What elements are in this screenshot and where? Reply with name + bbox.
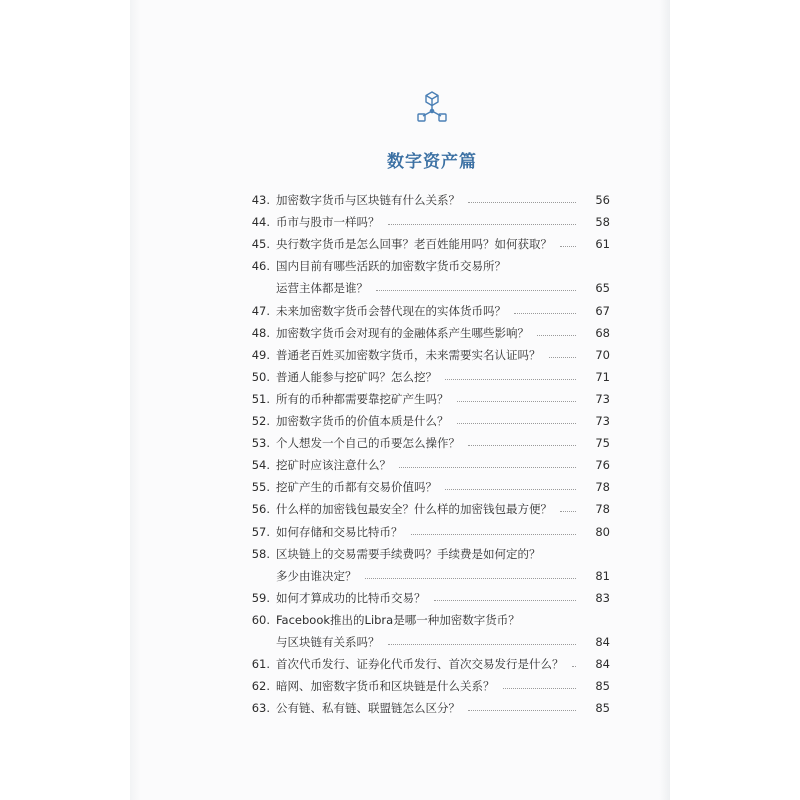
toc-entry-title: 暗网、加密数字货币和区块链是什么关系？: [276, 679, 495, 694]
toc-entry-title: 运营主体都是谁？: [276, 281, 368, 296]
toc-entry-title: 个人想发一个自己的币要怎么操作？: [276, 436, 460, 451]
toc-entry-title: 国内目前有哪些活跃的加密数字货币交易所？: [276, 259, 506, 274]
toc-entry-title: 公有链、私有链、联盟链怎么区分？: [276, 701, 460, 716]
dot-leader: [445, 373, 576, 380]
toc-page-number: 76: [595, 458, 610, 473]
toc-page-number: 58: [595, 215, 610, 230]
toc-entry-title: 与区块链有关系吗？: [276, 635, 380, 649]
toc-entry-number: 62.: [251, 679, 270, 694]
toc-row: [240, 233, 610, 255]
toc-row: [240, 543, 610, 565]
toc-page-number: 85: [595, 701, 610, 716]
toc-entry-number: 50.: [251, 369, 270, 384]
toc-entry-title: 未来加密数字货币会替代现在的实体货币吗？: [276, 303, 506, 318]
toc-entry-number: 49.: [251, 347, 270, 362]
dot-leader: [399, 461, 576, 468]
toc-row: [240, 211, 610, 233]
toc-row: [240, 521, 610, 543]
toc-entry-title: 首次代币发行、证券化代币发行、首次交易发行是什么？: [276, 657, 564, 672]
toc-entry-number: 46.: [251, 259, 270, 274]
toc-entry-number: 63.: [251, 701, 270, 716]
toc-entry-title: 多少由谁决定？: [276, 568, 357, 583]
toc-entry-title: 挖矿产生的币都有交易价值吗？: [276, 480, 437, 495]
dot-leader: [560, 240, 576, 247]
toc-page-number: 70: [595, 347, 610, 362]
toc-row: [240, 277, 610, 299]
toc-entry-title: 如何才算成功的比特币交易？: [276, 590, 426, 605]
book-page: [130, 0, 670, 800]
dot-leader: [445, 483, 576, 490]
toc-row: [240, 565, 610, 587]
toc-entry-number: 53.: [251, 436, 270, 451]
toc-entry-number: 51.: [251, 391, 270, 406]
toc-row: [240, 388, 610, 410]
toc-entry-number: 43.: [251, 193, 270, 207]
toc-entry-number: 61.: [251, 657, 270, 672]
toc-entry-number: 45.: [251, 237, 270, 252]
toc-entry-title: 币市与股市一样吗？: [276, 215, 380, 230]
dot-leader: [560, 505, 576, 512]
toc-page-number: 56: [595, 193, 610, 207]
dot-leader: [549, 351, 577, 358]
toc-row: [240, 498, 610, 520]
toc-row: [240, 587, 610, 609]
toc-row: [240, 366, 610, 388]
toc-row: [240, 476, 610, 498]
toc-page-number: 68: [595, 325, 610, 340]
toc-row: [240, 300, 610, 322]
dot-leader: [503, 682, 577, 689]
toc-entry-title: 加密数字货币会对现有的金融体系产生哪些影响？: [276, 325, 529, 340]
dot-leader: [514, 307, 576, 314]
toc-page-number: 73: [595, 414, 610, 428]
dot-leader: [434, 594, 577, 601]
dot-leader: [457, 417, 577, 424]
dot-leader: [468, 196, 576, 203]
toc-row: [240, 454, 610, 476]
toc-row: [240, 189, 610, 211]
toc-entry-title: 加密数字货币的价值本质是什么？: [276, 414, 449, 428]
dot-leader: [376, 284, 576, 291]
toc-page-number: 84: [595, 657, 610, 672]
toc-row: [240, 653, 610, 675]
toc-entry-title: Facebook推出的Libra是哪一种加密数字货币？: [276, 612, 520, 627]
toc-page-number: 71: [595, 369, 610, 384]
toc-entry-title: 普通老百姓买加密数字货币，未来需要实名认证吗？: [276, 347, 541, 362]
toc-entry-title: 加密数字货币与区块链有什么关系？: [276, 193, 460, 207]
cube-network-icon: [416, 90, 448, 124]
toc-entry-number: 55.: [251, 480, 270, 495]
toc-page-number: 78: [595, 480, 610, 495]
toc-row: [240, 697, 610, 719]
dot-leader: [572, 660, 577, 667]
toc-page-number: 83: [595, 590, 610, 605]
toc-row: [240, 609, 610, 631]
dot-leader: [537, 329, 576, 336]
dot-leader: [468, 704, 576, 711]
dot-leader: [365, 572, 577, 579]
toc-row: [240, 631, 610, 653]
toc-page-number: 75: [595, 436, 610, 451]
toc-page-number: 80: [595, 524, 610, 539]
toc-row: [240, 255, 610, 277]
toc-entry-title: 挖矿时应该注意什么？: [276, 458, 391, 473]
toc-page-number: 85: [595, 679, 610, 694]
toc-entry-title: 所有的币种都需要靠挖矿产生吗？: [276, 391, 449, 406]
toc-page-number: 84: [595, 635, 610, 649]
toc-entry-number: 44.: [251, 215, 270, 230]
toc-entry-number: 54.: [251, 458, 270, 473]
toc-entry-number: 48.: [251, 325, 270, 340]
toc-entry-number: 47.: [251, 303, 270, 318]
toc-row: [240, 410, 610, 432]
toc-entry-title: 普通人能参与挖矿吗？怎么挖？: [276, 369, 437, 384]
dot-leader: [411, 528, 577, 535]
toc-page-number: 81: [595, 568, 610, 583]
toc-page-number: 67: [595, 303, 610, 318]
toc-entry-number: 58.: [251, 546, 270, 561]
section-title: 数字资产篇: [387, 152, 477, 172]
toc-entry-number: 56.: [251, 502, 270, 517]
toc-entry-number: 52.: [251, 414, 270, 428]
dot-leader: [457, 395, 577, 402]
toc-entry-number: 57.: [251, 524, 270, 539]
toc-entry-number: 59.: [251, 590, 270, 605]
toc-row: [240, 432, 610, 454]
toc-page-number: 65: [595, 281, 610, 296]
toc-page-number: 78: [595, 502, 610, 517]
toc-entry-title: 如何存储和交易比特币？: [276, 524, 403, 539]
toc-entry-title: 什么样的加密钱包最安全？什么样的加密钱包最方便？: [276, 502, 552, 517]
toc-page-number: 61: [595, 237, 610, 252]
toc-entry-number: 60.: [251, 612, 270, 627]
toc-row: [240, 344, 610, 366]
toc-row: [240, 675, 610, 697]
toc-entry-title: 央行数字货币是怎么回事？老百姓能用吗？如何获取？: [276, 237, 552, 252]
dot-leader: [388, 638, 577, 645]
toc-row: [240, 322, 610, 344]
toc-entry-title: 区块链上的交易需要手续费吗？手续费是如何定的？: [276, 546, 541, 561]
dot-leader: [388, 218, 577, 225]
toc-page-number: 73: [595, 391, 610, 406]
dot-leader: [468, 439, 576, 446]
